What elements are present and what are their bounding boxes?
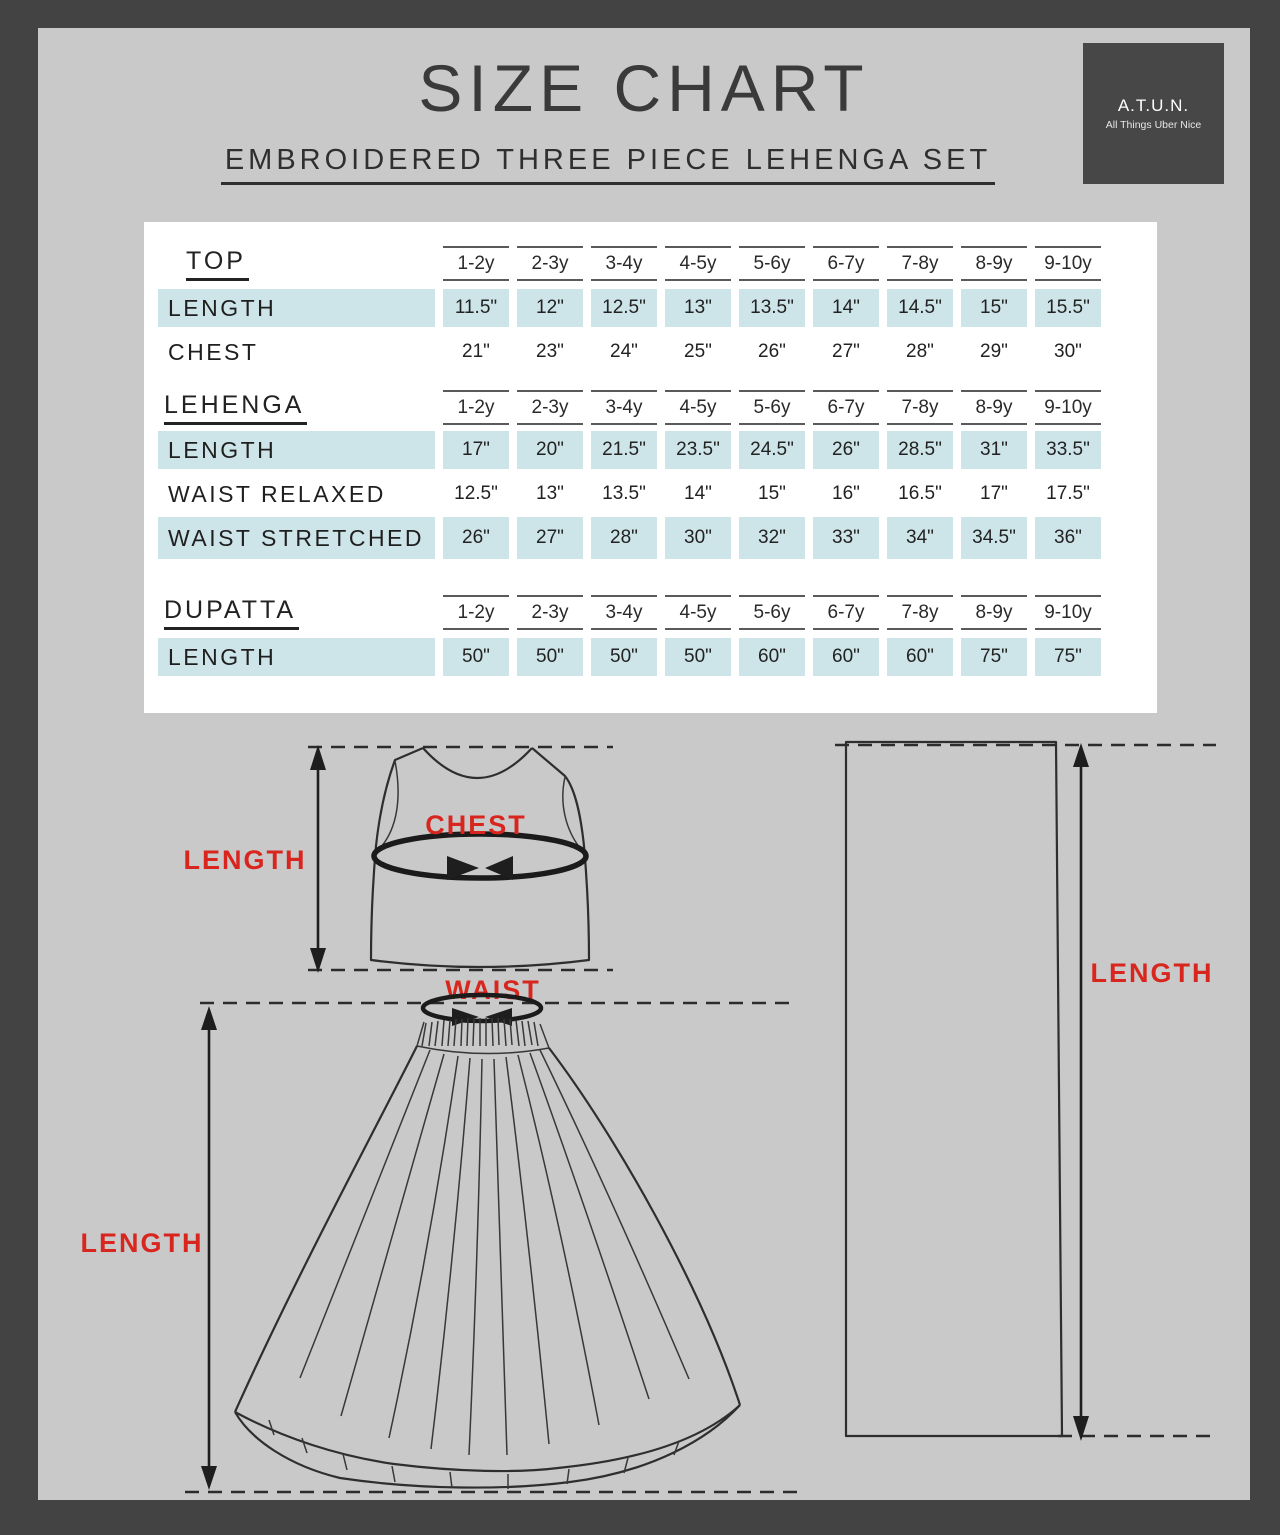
value-cell: 15" [758, 483, 786, 504]
size-col-header: 8-9y [961, 246, 1027, 281]
arrow-down-icon [1073, 1416, 1089, 1441]
size-col-header: 1-2y [443, 390, 509, 425]
skirt-length-label: LENGTH [80, 1228, 204, 1258]
arrow-up-icon [310, 745, 326, 770]
size-col-header: 3-4y [591, 595, 657, 630]
size-col-header: 8-9y [961, 595, 1027, 630]
size-col-header: 9-10y [1035, 246, 1101, 281]
size-col-header: 6-7y [813, 246, 879, 281]
top-garment-diagram [184, 745, 614, 973]
size-table [144, 222, 1157, 713]
top-length-label: LENGTH [183, 845, 307, 875]
size-col-header: 1-2y [443, 246, 509, 281]
value-cell: 14.5" [887, 289, 953, 327]
lehenga-skirt-diagram [81, 975, 803, 1492]
chest-label: CHEST [425, 810, 527, 840]
row-label: CHEST [168, 338, 259, 365]
value-cell: 12.5" [454, 483, 498, 504]
top-length-row [158, 289, 1101, 327]
size-col-header: 3-4y [591, 390, 657, 425]
value-cell: 16.5" [898, 483, 942, 504]
size-col-header: 2-3y [517, 595, 583, 630]
row-label: LENGTH [158, 638, 435, 676]
arrow-down-icon [201, 1466, 217, 1490]
top-header-row [158, 246, 1101, 281]
waistband-right-edge [540, 1024, 549, 1048]
value-cell: 50" [665, 638, 731, 676]
skirt-left-edge [235, 1046, 417, 1412]
value-cell: 27" [517, 517, 583, 559]
value-cell: 15" [961, 289, 1027, 327]
value-cell: 28" [591, 517, 657, 559]
measurement-diagram [38, 728, 1250, 1500]
size-col-header: 5-6y [739, 595, 805, 630]
value-cell: 14" [684, 483, 712, 504]
value-cell: 75" [961, 638, 1027, 676]
value-cell: 34" [887, 517, 953, 559]
value-cell: 24.5" [739, 431, 805, 469]
size-col-header: 2-3y [517, 246, 583, 281]
brand-logo [1083, 43, 1224, 184]
value-cell: 34.5" [961, 517, 1027, 559]
size-col-header: 4-5y [665, 390, 731, 425]
section-label-dupatta: DUPATTA [164, 596, 299, 630]
value-cell: 29" [980, 341, 1008, 362]
value-cell: 24" [610, 341, 638, 362]
waistband-gathers [422, 1018, 538, 1046]
lehenga-header-row [158, 390, 1101, 425]
size-col-header: 4-5y [665, 595, 731, 630]
ruffle-tick-lines [269, 1420, 679, 1489]
value-cell: 13.5" [739, 289, 805, 327]
value-cell: 28" [906, 341, 934, 362]
size-col-header: 7-8y [887, 595, 953, 630]
blouse-neckline [423, 748, 532, 778]
size-col-header: 1-2y [443, 595, 509, 630]
value-cell: 17.5" [1046, 483, 1090, 504]
chest-tape-ellipse [374, 834, 586, 878]
value-cell: 36" [1035, 517, 1101, 559]
size-col-header: 7-8y [887, 390, 953, 425]
size-col-header: 9-10y [1035, 595, 1101, 630]
lehenga-waist-relaxed-row [158, 475, 1101, 513]
value-cell: 17" [443, 431, 509, 469]
value-cell: 21" [462, 341, 490, 362]
value-cell: 17" [980, 483, 1008, 504]
top-chest-row [158, 333, 1101, 371]
row-label: WAIST RELAXED [168, 480, 386, 507]
product-subtitle: EMBROIDERED THREE PIECE LEHENGA SET [221, 144, 995, 185]
dupatta-header-row [158, 595, 1101, 630]
size-col-header: 3-4y [591, 246, 657, 281]
brand-tagline: All Things Uber Nice [1105, 119, 1202, 131]
value-cell: 31" [961, 431, 1027, 469]
row-label: LENGTH [158, 431, 435, 469]
size-col-header: 6-7y [813, 390, 879, 425]
value-cell: 26" [758, 341, 786, 362]
size-col-header: 2-3y [517, 390, 583, 425]
size-col-header: 5-6y [739, 246, 805, 281]
blouse-outline [371, 748, 589, 967]
size-col-header: 9-10y [1035, 390, 1101, 425]
value-cell: 21.5" [591, 431, 657, 469]
value-cell: 30" [665, 517, 731, 559]
brand-name: A.T.U.N. [1117, 96, 1190, 115]
value-cell: 15.5" [1035, 289, 1101, 327]
value-cell: 11.5" [443, 289, 509, 327]
row-label: LENGTH [158, 289, 435, 327]
row-label: WAIST STRETCHED [158, 517, 435, 559]
section-label-top: TOP [186, 247, 249, 281]
page-background-panel [38, 28, 1250, 1500]
value-cell: 60" [739, 638, 805, 676]
value-cell: 13" [536, 483, 564, 504]
value-cell: 33.5" [1035, 431, 1101, 469]
value-cell: 60" [887, 638, 953, 676]
value-cell: 12.5" [591, 289, 657, 327]
value-cell: 26" [443, 517, 509, 559]
arrow-up-icon [201, 1006, 217, 1030]
skirt-hem-upper [235, 1405, 740, 1471]
value-cell: 33" [813, 517, 879, 559]
value-cell: 28.5" [887, 431, 953, 469]
value-cell: 32" [739, 517, 805, 559]
lehenga-length-row [158, 431, 1101, 469]
waistband-bottom [417, 1046, 549, 1054]
size-col-header: 7-8y [887, 246, 953, 281]
value-cell: 20" [517, 431, 583, 469]
dupatta-length-label: LENGTH [1090, 958, 1214, 988]
value-cell: 50" [443, 638, 509, 676]
section-label-lehenga: LEHENGA [164, 391, 307, 425]
value-cell: 75" [1035, 638, 1101, 676]
size-col-header: 4-5y [665, 246, 731, 281]
arrow-up-icon [1073, 743, 1089, 767]
page-title: SIZE CHART [418, 51, 870, 125]
size-col-header: 6-7y [813, 595, 879, 630]
value-cell: 50" [591, 638, 657, 676]
value-cell: 13.5" [602, 483, 646, 504]
size-col-header: 5-6y [739, 390, 805, 425]
value-cell: 25" [684, 341, 712, 362]
lehenga-waist-stretched-row [158, 517, 1101, 559]
value-cell: 23.5" [665, 431, 731, 469]
value-cell: 13" [665, 289, 731, 327]
dupatta-length-row [158, 638, 1101, 676]
value-cell: 16" [832, 483, 860, 504]
value-cell: 50" [517, 638, 583, 676]
value-cell: 14" [813, 289, 879, 327]
dupatta-diagram [835, 742, 1216, 1441]
size-col-header: 8-9y [961, 390, 1027, 425]
value-cell: 23" [536, 341, 564, 362]
value-cell: 27" [832, 341, 860, 362]
value-cell: 30" [1054, 341, 1082, 362]
waist-label: WAIST [445, 975, 541, 1005]
skirt-fold-lines [300, 1050, 689, 1455]
value-cell: 60" [813, 638, 879, 676]
value-cell: 12" [517, 289, 583, 327]
subtitle-wrap [38, 144, 1178, 185]
skirt-right-edge [549, 1048, 740, 1405]
value-cell: 26" [813, 431, 879, 469]
dupatta-rectangle [846, 742, 1062, 1436]
